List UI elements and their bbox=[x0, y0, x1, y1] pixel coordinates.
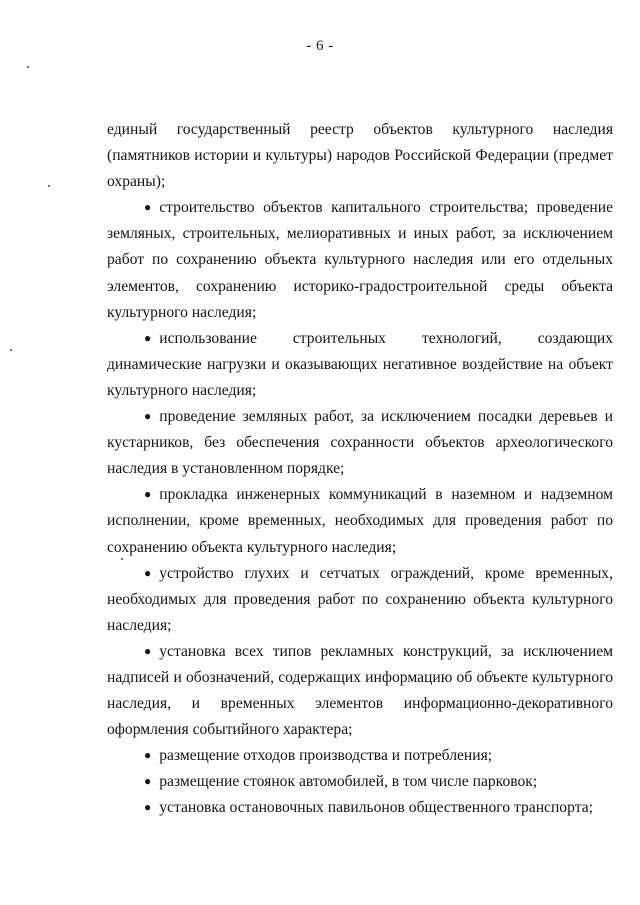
list-item-text: проведение земляных работ, за исключением посадки деревьев и кустарников, без обеспечения сохранности объектов археологического наследия в установленном порядке; bbox=[107, 408, 613, 478]
bullet-icon: ● bbox=[144, 800, 152, 815]
list-item bbox=[107, 769, 613, 795]
list-item bbox=[107, 195, 613, 325]
list-item-text: строительство объектов капитального строительства; проведение земляных, строительных, мелиоративных и иных работ, за исключением работ по сохранению объекта культурного наследия или его отдельных элементов, сохранению историко-градостроительной среды объекта культурного наследия; bbox=[107, 199, 613, 321]
bullet-icon: ● bbox=[144, 565, 152, 580]
bullet-icon: ● bbox=[144, 487, 152, 502]
scan-speck bbox=[48, 185, 50, 187]
paragraph-register bbox=[107, 117, 613, 195]
scan-speck bbox=[10, 349, 12, 351]
document-body bbox=[107, 117, 613, 822]
list-item-text: размещение стоянок автомобилей, в том числе парковок; bbox=[159, 773, 538, 791]
list-item-text: устройство глухих и сетчатых ограждений, кроме временных, необходимых для проведения работ по сохранению объекта культурного наследия; bbox=[107, 564, 613, 634]
list-item-text: прокладка инженерных коммуникаций в наземном и надземном исполнении, кроме временных, необходимых для проведения работ по сохранению объекта культурного наследия; bbox=[107, 486, 613, 556]
list-item bbox=[107, 561, 613, 639]
list-item-text: размещение отходов производства и потребления; bbox=[159, 747, 493, 765]
list-item bbox=[107, 326, 613, 404]
bullet-icon: ● bbox=[144, 330, 152, 345]
bullet-icon: ● bbox=[144, 643, 152, 658]
paragraph-text: единый государственный реестр объектов культурного наследия (памятников истории и культуры) народов Российской Федерации (предмет охраны); bbox=[107, 121, 613, 191]
list-item-text: использование строительных технологий, создающих динамические нагрузки и оказывающих негативное воздействие на объект культурного наследия; bbox=[107, 329, 613, 399]
list-item bbox=[107, 795, 613, 821]
page-number: - 6 - bbox=[306, 38, 334, 54]
bullet-icon: ● bbox=[144, 200, 152, 215]
bullet-icon: ● bbox=[144, 748, 152, 763]
bullet-icon: ● bbox=[144, 774, 152, 789]
list-item-text: установка всех типов рекламных конструкций, за исключением надписей и обозначений, содержащих информацию об объекте культурного наследия, и временных элементов информационно-декоративного оформления событийного характера; bbox=[107, 642, 613, 739]
list-item bbox=[107, 743, 613, 769]
list-item bbox=[107, 482, 613, 560]
list-item bbox=[107, 404, 613, 482]
bullet-icon: ● bbox=[144, 409, 152, 424]
list-item bbox=[107, 639, 613, 743]
scan-speck bbox=[27, 66, 29, 68]
list-item-text: установка остановочных павильонов общественного транспорта; bbox=[159, 799, 593, 817]
